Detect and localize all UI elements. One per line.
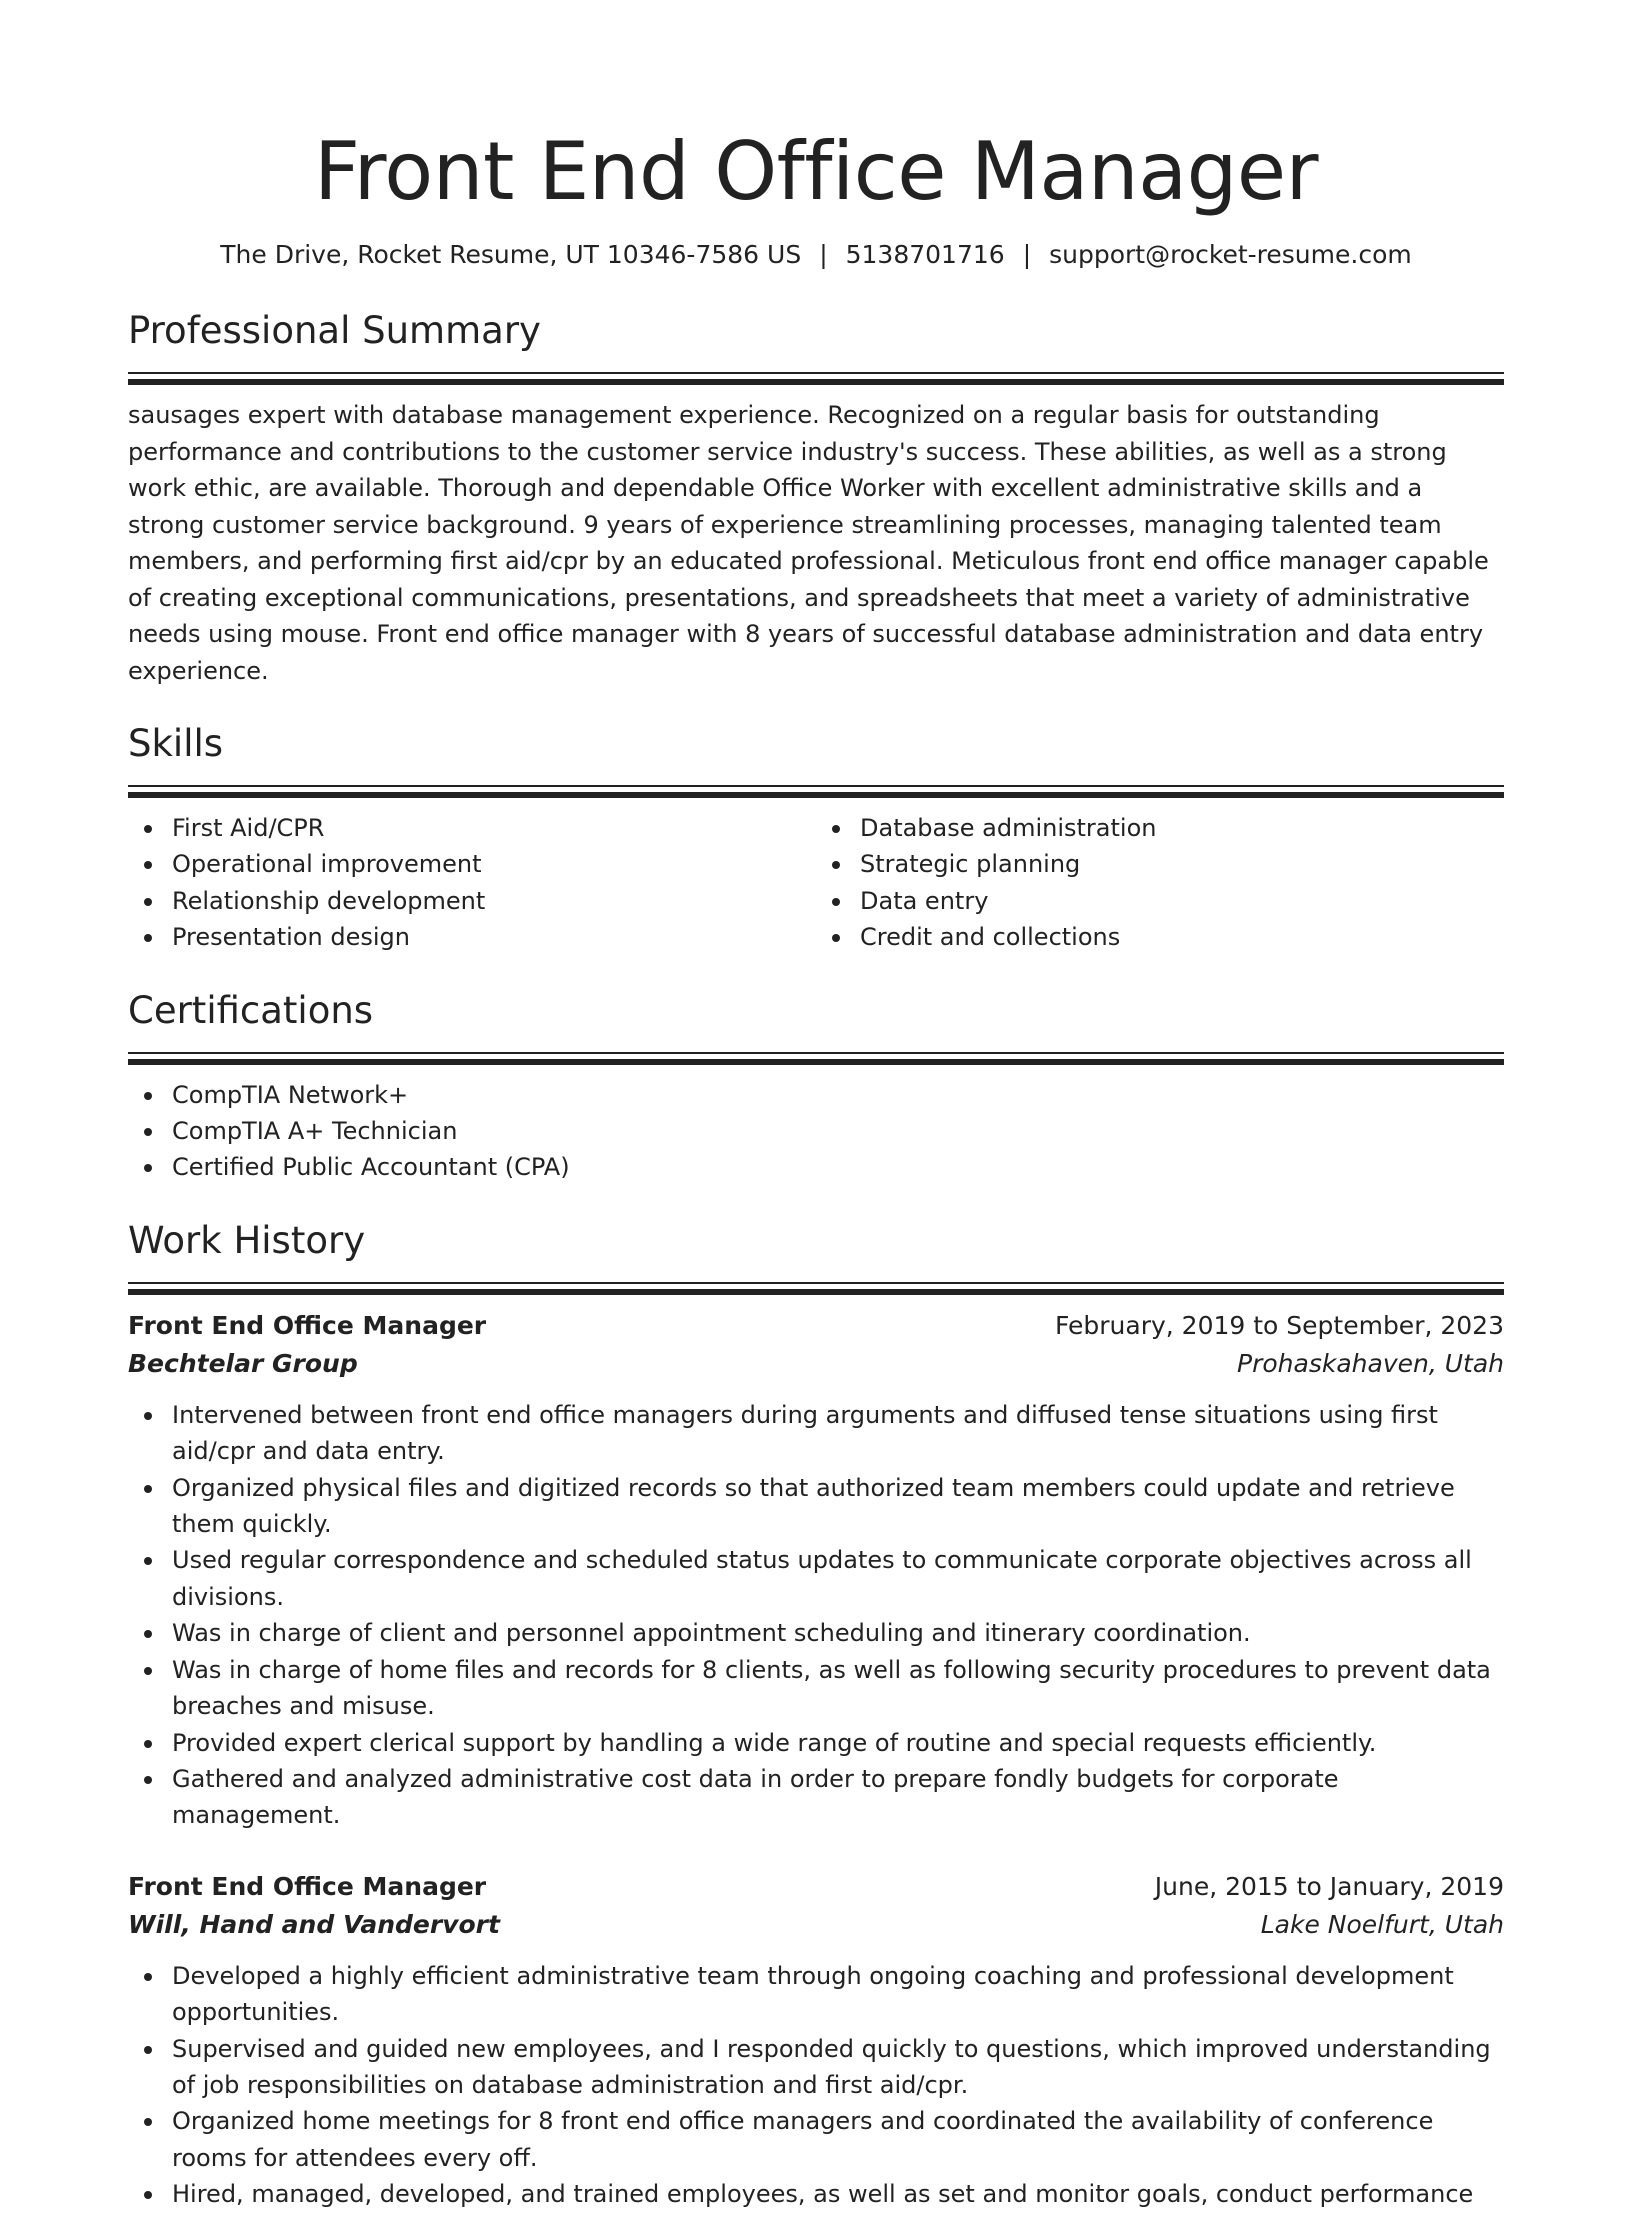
certification-item: Certified Public Accountant (CPA) <box>172 1149 1504 1185</box>
skills-list-left <box>128 810 816 956</box>
job-bullet: Supervised and guided new employees, and I responded quickly to questions, which improved understanding of job responsibilities on database administration and first aid/cpr. <box>172 2031 1504 2104</box>
skill-item: Strategic planning <box>860 846 1504 882</box>
work-history-section <box>128 1216 1504 2213</box>
section-divider <box>128 1052 1504 1065</box>
job-bullet: Gathered and analyzed administrative cost data in order to prepare fondly budgets for corporate management. <box>172 1761 1504 1834</box>
job-header-row <box>128 1868 1504 1906</box>
job-bullets <box>128 1397 1504 1834</box>
job-bullet: Used regular correspondence and scheduled status updates to communicate corporate objectives across all divisions. <box>172 1542 1504 1615</box>
section-title: Skills <box>128 722 224 765</box>
certifications-list <box>128 1077 1504 1186</box>
job-dates: June, 2015 to January, 2019 <box>1154 1871 1504 1901</box>
job-header-row <box>128 1307 1504 1345</box>
job-company: Bechtelar Group <box>128 1348 358 1378</box>
section-divider <box>128 1282 1504 1295</box>
skill-item: Data entry <box>860 883 1504 919</box>
contact-separator: | <box>819 240 828 269</box>
resume-page <box>128 0 1504 2213</box>
certification-item: CompTIA A+ Technician <box>172 1113 1504 1149</box>
job-bullet: Provided expert clerical support by handling a wide range of routine and special requests efficiently. <box>172 1725 1504 1761</box>
summary-text: sausages expert with database management experience. Recognized on a regular basis for outstanding performance and contributions to the customer service industry's success. These abilities, as well as a strong work ethic, are available. Thorough and dependable Office Worker with excellent administrative skills and a strong customer service background. 9 years of experience streamlining processes, managing talented team members, and performing first aid/cpr by an educated professional. Meticulous front end office manager capable of creating exceptional communications, presentations, and spreadsheets that meet a variety of administrative needs using mouse. Front end office manager with 8 years of successful database administration and data entry experience. <box>128 401 1489 685</box>
skill-item: Presentation design <box>172 919 816 955</box>
job-title: Front End Office Manager <box>128 1871 487 1901</box>
job-title: Front End Office Manager <box>128 1310 487 1340</box>
job-bullet: Intervened between front end office managers during arguments and diffused tense situations using first aid/cpr and data entry. <box>172 1397 1504 1470</box>
section-title: Work History <box>128 1218 366 1262</box>
section-title: Professional Summary <box>128 309 541 352</box>
section-divider <box>128 372 1504 385</box>
skill-item: Credit and collections <box>860 919 1504 955</box>
job-location: Prohaskahaven, Utah <box>1237 1348 1504 1378</box>
professional-summary-section <box>128 306 1504 689</box>
job-company: Will, Hand and Vandervort <box>128 1909 500 1939</box>
job-subheader-row <box>128 1906 1504 1944</box>
contact-email: support@rocket-resume.com <box>1049 240 1412 269</box>
job-bullet: Organized physical files and digitized records so that authorized team members could update and retrieve them quickly. <box>172 1470 1504 1543</box>
job-location: Lake Noelfurt, Utah <box>1260 1909 1504 1939</box>
resume-title: Front End Office Manager <box>313 125 1319 218</box>
section-divider <box>128 785 1504 798</box>
certifications-section <box>128 986 1504 1186</box>
skill-item: Operational improvement <box>172 846 816 882</box>
skill-item: First Aid/CPR <box>172 810 816 846</box>
job-bullet: Was in charge of home files and records for 8 clients, as well as following security procedures to prevent data breaches and misuse. <box>172 1652 1504 1725</box>
contact-phone: 5138701716 <box>845 240 1005 269</box>
job-subheader-row <box>128 1345 1504 1383</box>
job-bullets <box>128 1958 1504 2213</box>
job-bullet: Hired, managed, developed, and trained employees, as well as set and monitor goals, conduct performance <box>172 2176 1504 2212</box>
job-dates: February, 2019 to September, 2023 <box>1055 1310 1504 1340</box>
certification-item: CompTIA Network+ <box>172 1077 1504 1113</box>
skill-item: Database administration <box>860 810 1504 846</box>
job-bullet: Was in charge of client and personnel appointment scheduling and itinerary coordination. <box>172 1615 1504 1651</box>
skill-item: Relationship development <box>172 883 816 919</box>
skills-section <box>128 719 1504 956</box>
job-entry <box>128 1307 1504 1834</box>
contact-address: The Drive, Rocket Resume, UT 10346-7586 US <box>220 240 802 269</box>
skills-grid <box>128 810 1504 956</box>
contact-line <box>128 238 1504 272</box>
job-entry <box>128 1868 1504 2213</box>
contact-separator: | <box>1022 240 1032 269</box>
section-title: Certifications <box>128 988 374 1032</box>
job-bullet: Developed a highly efficient administrative team through ongoing coaching and professional development opportunities. <box>172 1958 1504 2031</box>
skills-list-right <box>816 810 1504 956</box>
job-bullet: Organized home meetings for 8 front end office managers and coordinated the availability of conference rooms for attendees every off. <box>172 2103 1504 2176</box>
